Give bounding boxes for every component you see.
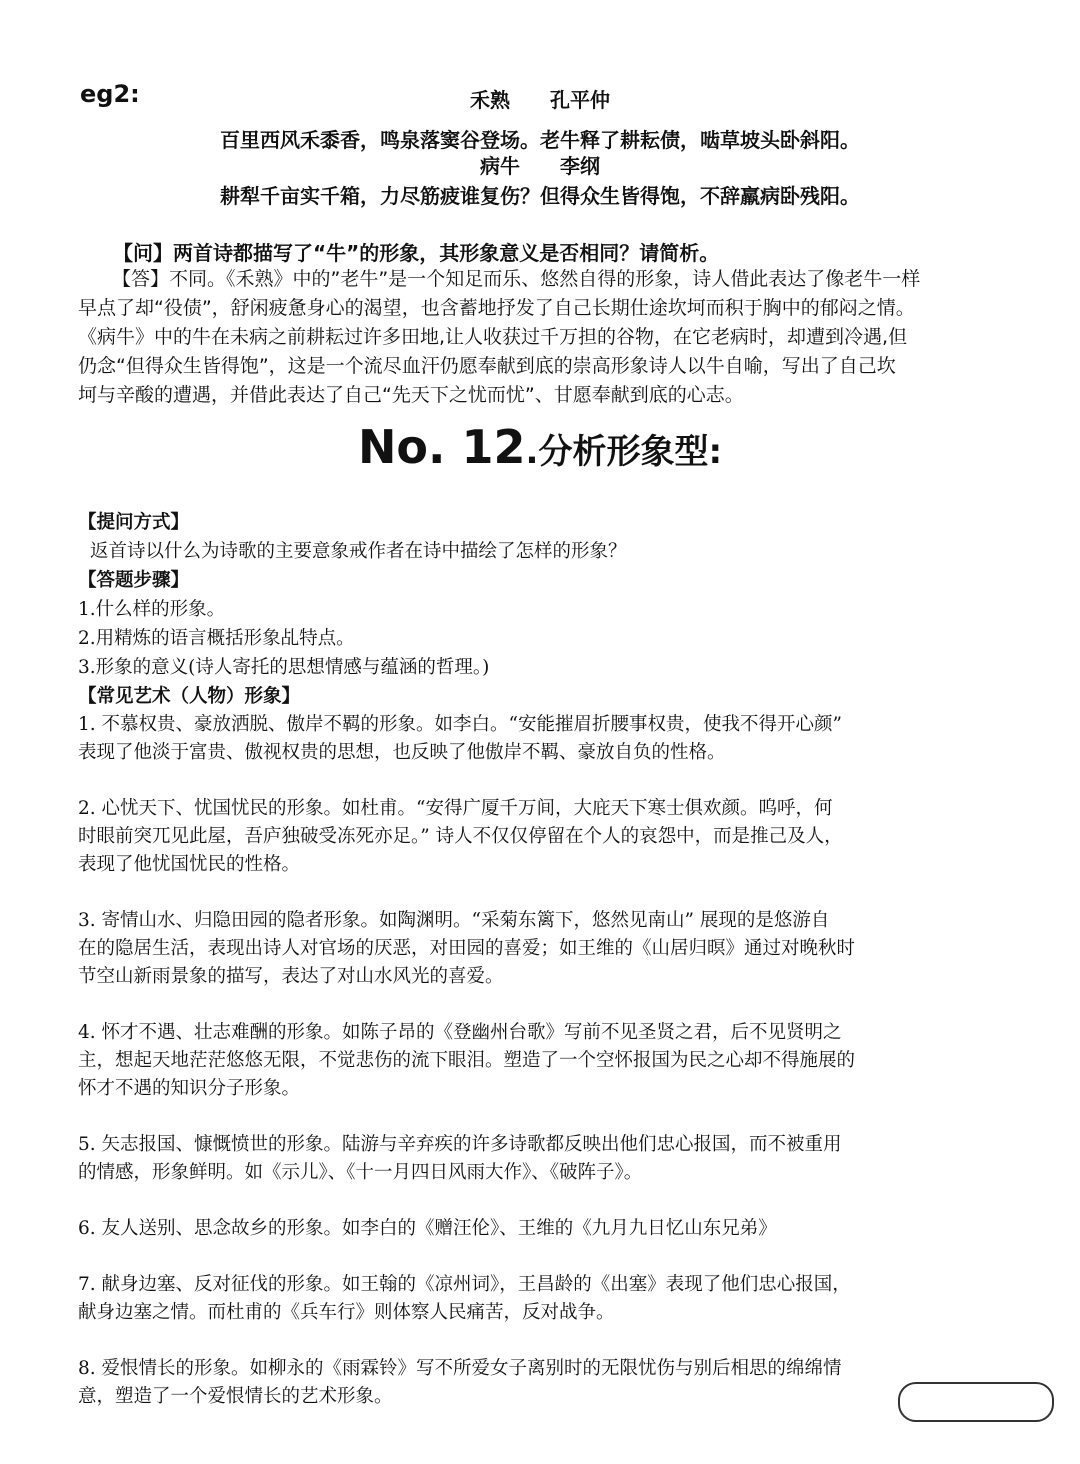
text-line: 6. 友人送别、思念故乡的形象。如李白的《赠汪伦》、王维的《九月九日忆山东兄弟》 xyxy=(78,1218,777,1239)
answer-line: 早点了却“役债”，舒闲疲惫身心的渴望，也含蓄地抒发了自己长期仕途坎坷而积于胸中的郁闷之情。 xyxy=(78,297,915,319)
section-heading xyxy=(0,420,1080,474)
text-line: 在的隐居生活，表现出诗人对官场的厌恶，对田园的喜爱；如王维的《山居归暝》通过对晚秋时 xyxy=(78,938,856,959)
text-line: 节空山新雨景象的描写，表达了对山水风光的喜爱。 xyxy=(78,966,504,987)
poem2-title: 病牛 xyxy=(480,154,520,178)
text-line: 4. 怀才不遇、壮志难酬的形象。如陈子昂的《登幽州台歌》写前不见圣贤之君，后不见贤明之 xyxy=(78,1022,842,1043)
text-line: 返首诗以什么为诗歌的主要意象戒作者在诗中描绘了怎样的形象？ xyxy=(90,541,627,562)
subheading-question-method: 【提问方式】 xyxy=(78,512,190,533)
text-line: 2.用精炼的语言概括形象乩特点。 xyxy=(78,628,355,649)
text-line: 1.什么样的形象。 xyxy=(78,599,226,620)
text-line: 表现了他淡于富贵、傲视权贵的思想，也反映了他傲岸不羁、豪放自负的性格。 xyxy=(78,742,726,763)
answer-line: 坷与辛酸的遭遇，并借此表达了自己“先天下之忧而忧”、甘愿奉献到底的心志。 xyxy=(78,384,744,406)
text-line: 主，想起天地茫茫悠悠无限，不觉悲伤的流下眼泪。塑造了一个空怀报国为民之心却不得施展的 xyxy=(78,1050,856,1071)
poem1-title-row xyxy=(0,84,1080,113)
poem2-text: 耕犁千亩实千箱，力尽筋疲谁复伤？但得众生皆得饱，不辞羸病卧残阳。 xyxy=(220,184,860,208)
text-line: 的情感，形象鲜明。如《示儿》、《十一月四日风雨大作》、《破阵子》。 xyxy=(78,1162,643,1183)
text-line: 5. 矢志报国、慷慨愤世的形象。陆游与辛弃疾的许多诗歌都反映出他们忠心报国，而不被重用 xyxy=(78,1134,842,1155)
text-line: 7. 献身边塞、反对征伐的形象。如王翰的《凉州词》，王昌龄的《出塞》表现了他们忠心报国， xyxy=(78,1274,851,1295)
answer-line: 仍念“但得众生皆得饱”，这是一个流尽血汗仍愿奉献到底的崇高形象诗人以牛自喻，写出了自己坎 xyxy=(78,355,896,377)
answer-line: 【答】不同。《禾熟》中的”老牛”是一个知足而乐、悠然自得的形象，诗人借此表达了像老牛一样 xyxy=(112,268,921,290)
text-line: 8. 爱恨情长的形象。如柳永的《雨霖铃》写不所爱女子离别时的无限忧伤与别后相思的绵绵情 xyxy=(78,1358,842,1379)
poem1-author: 孔平仲 xyxy=(550,88,610,112)
text-line: 3.形象的意义(诗人寄托的思想情感与蕴涵的哲理。) xyxy=(78,657,490,678)
text-line: 时眼前突兀见此屋，吾庐独破受冻死亦足。” 诗人不仅仅停留在个人的哀怨中，而是推己及人， xyxy=(78,826,843,847)
question: 【问】两首诗都描写了“牛”的形象，其形象意义是否相同？请简析。 xyxy=(113,241,720,265)
subheading-common-images: 【常见艺术（人物）形象】 xyxy=(78,686,301,707)
text-line: 意，塑造了一个爱恨情长的艺术形象。 xyxy=(78,1386,393,1407)
text-line: 献身边塞之情。而杜甫的《兵车行》则体察人民痛苦，反对战争。 xyxy=(78,1302,615,1323)
poem1-title: 禾熟 xyxy=(470,88,510,112)
poem2-title-row xyxy=(0,150,1080,179)
text-line: 怀才不遇的知识分子形象。 xyxy=(78,1078,301,1099)
section-number: No. 12 xyxy=(357,420,526,474)
subheading-answer-steps: 【答题步骤】 xyxy=(78,570,190,591)
text-line: 表现了他忧国忧民的性格。 xyxy=(78,854,301,875)
example-label: eg2: xyxy=(80,80,140,108)
text-line: 1. 不慕权贵、豪放洒脱、傲岸不羁的形象。如李白。“安能摧眉折腰事权贵，使我不得开心颜” xyxy=(78,714,842,735)
section-title: .分析形象型: xyxy=(525,432,723,472)
text-line: 3. 寄情山水、归隐田园的隐者形象。如陶渊明。“采菊东篱下，悠然见南山” 展现的是悠游自 xyxy=(78,910,830,931)
text-line: 2. 心忧天下、忧国忧民的形象。如杜甫。“安得广厦千万间，大庇天下寒士俱欢颜。呜呼，何 xyxy=(78,798,833,819)
watermark-badge-icon xyxy=(898,1382,1054,1422)
poem2-author: 李纲 xyxy=(560,154,600,178)
answer-line: 《病牛》中的牛在未病之前耕耘过许多田地,让人收获过千万担的谷物，在它老病时，却遭到冷遇,但 xyxy=(78,326,908,348)
poem1-text: 百里西风禾黍香，鸣泉落窦谷登场。老牛释了耕耘债，啮草坡头卧斜阳。 xyxy=(220,128,860,152)
